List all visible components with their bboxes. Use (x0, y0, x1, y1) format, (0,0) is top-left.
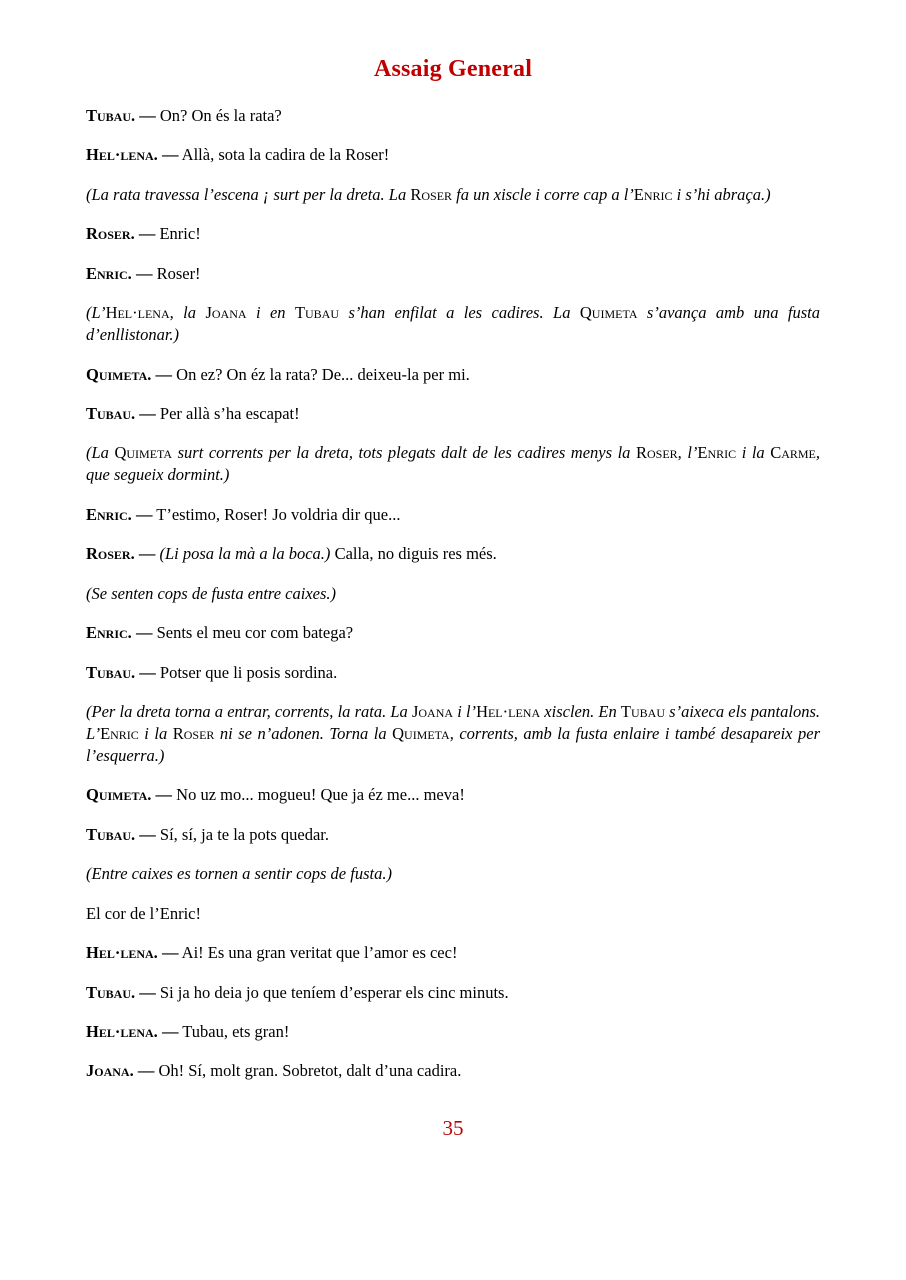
speaker-name: Tubau. (86, 404, 136, 423)
dialogue-line (86, 364, 820, 386)
character-name: Enric (697, 443, 737, 463)
speaker-dash: — (137, 1061, 155, 1081)
narration-line (86, 903, 820, 925)
speaker-name: Enric. (86, 504, 132, 524)
dialogue-text: Sí, sí, ja te la pots quedar. (159, 824, 329, 844)
dialogue-text: Per allà s’ha escapat! (159, 404, 300, 423)
speaker-name: Hel·lena. (86, 145, 158, 165)
stage-text: , l’ (677, 443, 698, 463)
stage-text: fa un xiscle i corre cap a l’ (452, 184, 634, 204)
stage-direction (86, 701, 820, 767)
stage-text: , la (169, 303, 206, 323)
dialogue-text: T’estimo, Roser! Jo voldria dir que... (156, 504, 401, 524)
dialogue-line (86, 622, 820, 644)
character-name: Joana (205, 303, 247, 323)
character-name: Joana (411, 702, 454, 721)
speaker-dash: — (139, 106, 156, 125)
dialogue-line (86, 824, 820, 846)
stage-text: , corrents, amb la fusta enlaire i també desapareix per l’esquerra.) (86, 723, 820, 765)
character-name: Tubau (620, 702, 665, 721)
character-name: Enric (633, 184, 673, 204)
stage-text: i en (246, 303, 295, 323)
page-number: 35 (442, 1116, 464, 1141)
stage-direction (86, 442, 820, 486)
speaker-name: Enric. (86, 263, 132, 283)
speaker-dash: — (161, 145, 179, 165)
dialogue-text: Si ja ho deia jo que teníem d’esperar els cinc minuts. (159, 982, 509, 1002)
character-name: Tubau (294, 303, 340, 323)
character-name: Hel·lena (476, 702, 541, 721)
dialogue-line (86, 784, 820, 806)
stage-text: (Se senten cops de fusta entre caixes.) (86, 583, 337, 603)
dialogue-text: On? On és la rata? (159, 106, 282, 125)
speaker-dash: — (139, 824, 156, 844)
dialogue-text: Calla, no diguis res més. (334, 544, 497, 564)
stage-text: i s’hi abraça.) (672, 184, 771, 204)
speaker-name: Tubau. (86, 662, 136, 682)
speaker-dash: — (138, 224, 156, 244)
stage-text: s’avança amb una fusta d’enllistonar.) (86, 303, 820, 345)
narration-text: El cor de l’Enric! (86, 903, 201, 923)
dialogue-line (86, 263, 820, 285)
speaker-dash: — (139, 982, 156, 1002)
stage-text: i la (736, 443, 771, 463)
speaker-name: Tubau. (86, 982, 136, 1002)
dialogue-line (86, 543, 820, 565)
character-name: Carme (770, 443, 816, 463)
speaker-dash: — (138, 544, 156, 564)
dialogue-line (86, 942, 820, 964)
speaker-dash: — (135, 504, 153, 524)
speaker-dash: — (161, 1021, 179, 1041)
speaker-dash: — (155, 364, 173, 384)
dialogue-text: Ai! Es una gran veritat que l’amor es cec! (181, 943, 458, 963)
speaker-name: Quimeta. (86, 364, 152, 384)
dialogue-line (86, 403, 820, 425)
dialogue-text: Enric! (159, 224, 201, 244)
character-name: Hel·lena (105, 303, 170, 323)
speaker-name: Roser. (86, 544, 135, 564)
stage-text: i la (138, 723, 173, 743)
character-name: Roser (172, 723, 215, 743)
stage-text: (Entre caixes es tornen a sentir cops de fusta.) (86, 864, 392, 884)
stage-text: surt corrents per la dreta, tots plegats dalt de les cadires menys la (172, 443, 636, 463)
stage-text: (La rata travessa l’escena ¡ surt per la dreta. La (86, 184, 411, 204)
speaker-name: Joana. (86, 1061, 134, 1081)
dialogue-line (86, 223, 820, 245)
speaker-name: Enric. (86, 623, 132, 643)
stage-text: (L’ (86, 303, 106, 323)
inline-stage-direction: (Li posa la mà a la boca.) (159, 544, 331, 564)
speaker-name: Roser. (86, 224, 135, 244)
speaker-name: Hel·lena. (86, 943, 158, 963)
speaker-dash: — (155, 785, 173, 805)
dialogue-text: On ez? On éz la rata? De... deixeu-la per mi. (176, 364, 470, 384)
character-name: Roser (410, 184, 453, 204)
dialogue-line (86, 662, 820, 684)
dialogue-line (86, 105, 820, 127)
dialogue-text: Potser que li posis sordina. (159, 662, 338, 682)
stage-text: s’han enfilat a les cadires. La (339, 303, 580, 323)
stage-text: xisclen. En (540, 702, 621, 721)
stage-text: i l’ (453, 702, 477, 721)
page-title: Assaig General (373, 56, 533, 82)
dialogue-line (86, 1021, 820, 1043)
stage-text: (La (86, 443, 115, 463)
stage-text: s’aixeca els pantalons. L’ (86, 702, 821, 743)
dialogue-text: No uz mo... mogueu! Que ja éz me... meva! (176, 785, 465, 805)
speaker-dash: — (161, 943, 179, 963)
character-name: Quimeta (579, 303, 638, 323)
stage-direction (86, 863, 820, 885)
speaker-name: Tubau. (86, 824, 136, 844)
character-name: Enric (100, 723, 139, 743)
dialogue-line (86, 982, 820, 1004)
speaker-name: Quimeta. (86, 785, 152, 805)
stage-direction (86, 302, 820, 346)
speaker-dash: — (139, 662, 156, 682)
stage-direction (86, 583, 820, 605)
speaker-name: Hel·lena. (86, 1021, 158, 1041)
stage-direction (86, 184, 820, 206)
dialogue-line (86, 144, 820, 166)
character-name: Quimeta (392, 723, 450, 743)
dialogue-text: Sents el meu cor com batega? (156, 623, 354, 643)
character-name: Quimeta (114, 443, 173, 463)
dialogue-line (86, 504, 820, 526)
character-name: Roser (635, 443, 678, 463)
speaker-name: Tubau. (86, 106, 136, 125)
dialogue-text: Roser! (156, 263, 201, 283)
dialogue-text: Tubau, ets gran! (182, 1021, 290, 1041)
stage-text: (Per la dreta torna a entrar, corrents, la rata. La (86, 702, 412, 721)
dialogue-text: Oh! Sí, molt gran. Sobretot, dalt d’una cadira. (158, 1061, 462, 1081)
script-body (86, 105, 820, 1082)
stage-text: , que segueix dormint.) (86, 443, 821, 485)
speaker-dash: — (139, 404, 156, 423)
speaker-dash: — (135, 263, 153, 283)
dialogue-line (86, 1060, 820, 1082)
speaker-dash: — (135, 623, 153, 643)
stage-text: ni se n’adonen. Torna la (214, 723, 393, 743)
dialogue-text: Allà, sota la cadira de la Roser! (181, 145, 390, 165)
